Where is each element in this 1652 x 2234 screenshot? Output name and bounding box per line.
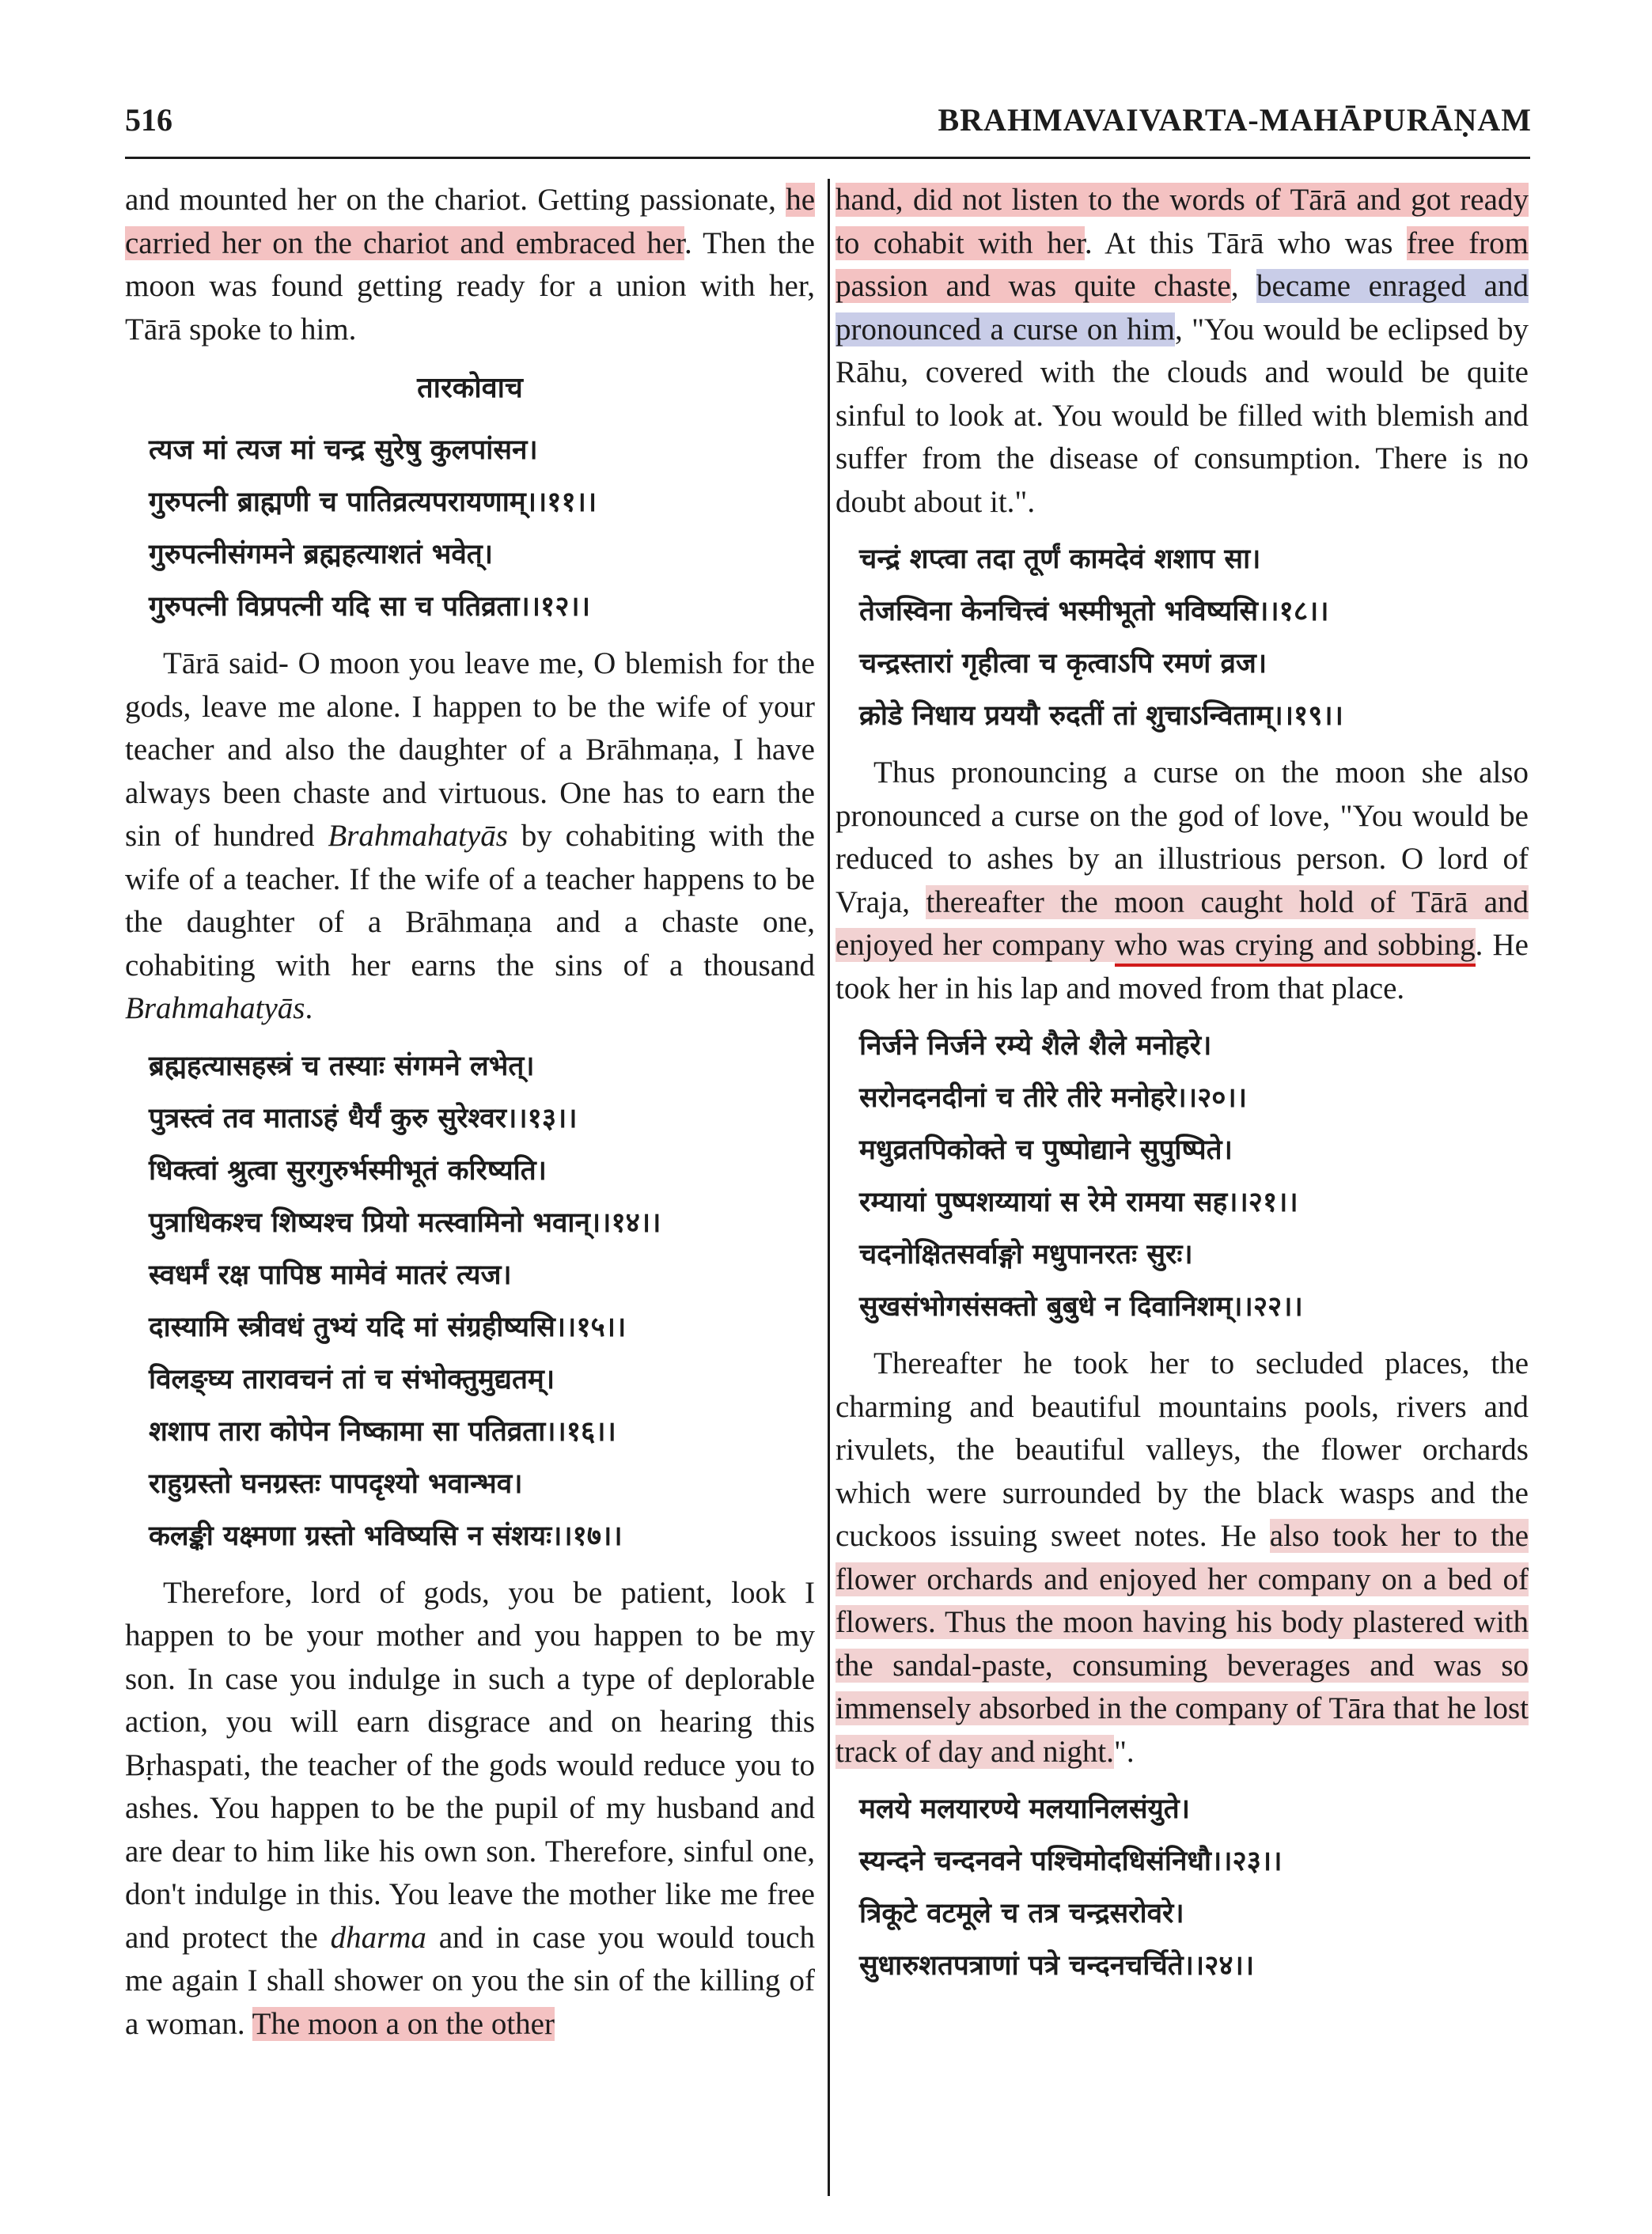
- verse-line: रम्यायां पुष्पशय्यायां स रेमे रामया सह।।२१।।: [859, 1187, 1298, 1218]
- verse-line: तेजस्विना केनचित्त्वं भस्मीभूतो भविष्यसि।।१८।।: [859, 596, 1329, 627]
- left-paragraph-1: and mounted her on the chariot. Getting passionate, he carried her on the chariot and embraced her. Then the moon was found getting ready for a union with her, Tārā spoke to him.: [125, 183, 815, 346]
- underlined-highlight: who was crying and sobbing: [1115, 928, 1476, 967]
- verse-line: विलङ्घ्य तारावचनं तां च संभोक्तुमुद्यतम्।: [149, 1363, 555, 1395]
- highlight-red: The moon a on the other: [252, 2006, 555, 2041]
- highlight-red: he carried her on the chariot and embraced her: [125, 183, 815, 260]
- verse-line: त्रिकूटे वटमूले च तत्र चन्द्रसरोवरे।: [859, 1898, 1184, 1929]
- highlight-pink: also took her to the flower orchards and enjoyed her company on a bed of flowers. Thus the moon having his body plastered with the sandal-paste, consuming beverages and was so immensely absorbed in the company of Tāra that he lost track of day and night.: [835, 1519, 1529, 1769]
- verse-line: पुत्रस्त्वं तव माताऽहं धैर्यं कुरु सुरेश्वर।।१३।।: [149, 1102, 578, 1134]
- right-verse-block-3: [859, 1783, 1529, 1992]
- right-paragraph-1: hand, did not listen to the words of Tārā and got ready to cohabit with her. At this Tārā who was free from passion and was quite chaste, became enraged and pronounced a curse on him, "You would be eclipsed by Rāhu, covered with the clouds and would be quite sinful to look at. You would be filled with blemish and suffer from the disease of consumption. There is no doubt about it.".: [835, 183, 1529, 519]
- verse-line: शशाप तारा कोपेन निष्कामा सा पतिव्रता।।१६।।: [149, 1415, 616, 1448]
- left-paragraph-2: Tārā said- O moon you leave me, O blemish for the gods, leave me alone. I happen to be the wife of your teacher and also the daughter of a Brāhmaṇa, I have always been chaste and virtuous. One has to earn the sin of hundred Brahmahatyās by cohabiting with the wife of a teacher. If the wife of a teacher happens to be the daughter of a Brāhmaṇa and a chaste one, cohabiting with her earns the sins of a thousand Brahmahatyās.: [125, 646, 815, 1025]
- verse-line: पुत्राधिकश्च शिष्यश्च प्रियो मत्स्वामिनो भवान्।।१४।।: [149, 1206, 661, 1239]
- verse-line: गुरुपत्नी ब्राह्मणी च पातिव्रत्यपरायणाम्।।११।।: [149, 487, 597, 518]
- column-divider: [828, 179, 830, 2196]
- verse-line: कलङ्की यक्ष्मणा ग्रस्तो भविष्यसि न संशयः।।१७।।: [149, 1520, 623, 1552]
- verse-line: मधुव्रतपिकोक्ते च पुष्पोद्याने सुपुष्पिते।: [859, 1134, 1233, 1166]
- verse-line: चन्द्रं शप्त्वा तदा तूर्णं कामदेवं शशाप सा।: [859, 543, 1261, 575]
- verse-line: क्रोडे निधाय प्रययौ रुदतीं तां शुचाऽन्विताम्।।१९।।: [859, 700, 1343, 732]
- right-verse-block-2: [859, 1020, 1529, 1333]
- verse-line: चदनोक्षितसर्वाङ्गो मधुपानरतः सुरः।: [859, 1239, 1193, 1270]
- verse-line: ब्रह्महत्यासहस्त्रं च तस्याः संगमने लभेत्।: [149, 1050, 535, 1082]
- page-number: 516: [125, 102, 172, 138]
- highlight-pink: thereafter the moon caught hold of Tārā and enjoyed her company: [835, 884, 1529, 962]
- highlight-blue: became enraged and pronounced a curse on him: [835, 269, 1529, 346]
- verse-line: राहुग्रस्तो घनग्रस्तः पापदृश्यो भवान्भव।: [149, 1467, 523, 1500]
- right-verse-block-1: [859, 533, 1529, 742]
- verse-line: दास्यामि स्त्रीवधं तुभ्यं यदि मां संग्रहीष्यसि।।१५।।: [149, 1311, 627, 1343]
- running-title: BRAHMAVAIVARTA-MAHĀPURĀṆAM: [938, 102, 1532, 138]
- verse-line: चन्द्रस्तारां गृहीत्वा च कृत्वाऽपि रमणं व्रज।: [859, 648, 1267, 680]
- verse-line: त्यज मां त्यज मां चन्द्र सुरेषु कुलपांसन।: [149, 434, 538, 466]
- left-paragraph-3: Therefore, lord of gods, you be patient, look I happen to be your mother and you happen to be my son. In case you indulge in such a type of deplorable action, you will earn disgrace and on hearing this Bṛhaspati, the teacher of the gods would reduce you to ashes. You happen to be the pupil of my husband and are dear to him like his own son. Therefore, sinful one, don't indulge in this. You leave the mother like me free and protect the dharma and in case you would touch me again I shall shower on you the sin of the killing of a woman. The moon a on the other: [125, 1575, 815, 2041]
- left-verse-block-2: [149, 1040, 815, 1562]
- verse-line: मलये मलयारण्ये मलयानिलसंयुते।: [859, 1793, 1191, 1825]
- verse-line: स्वधर्मं रक्ष पापिष्ठ मामेवं मातरं त्यज।: [149, 1259, 512, 1291]
- verse-line: सुखसंभोगसंसक्तो बुबुधे न दिवानिशम्।।२२।।: [859, 1291, 1303, 1323]
- verse-heading: तारकोवाच: [417, 372, 523, 404]
- verse-line: सरोनदनदीनां च तीरे तीरे मनोहरे।।२०।।: [859, 1082, 1248, 1114]
- highlight-red: hand, did not listen to the words of Tārā and got ready to cohabit with her: [835, 183, 1529, 260]
- verse-line: गुरुपत्नी विप्रपत्नी यदि सा च पतिव्रता।।१२।।: [149, 591, 590, 623]
- verse-line: स्यन्दने चन्दनवने पश्चिमोदधिसंनिधौ।।२३।।: [859, 1846, 1283, 1877]
- verse-line: निर्जने निर्जने रम्ये शैले शैले मनोहरे।: [859, 1030, 1212, 1062]
- left-column: [125, 179, 815, 2046]
- right-column: [835, 179, 1529, 2001]
- left-verse-block-1: [149, 424, 815, 633]
- verse-line: धिक्त्वां श्रुत्वा सुरगुरुर्भस्मीभूतं करिष्यति।: [149, 1154, 547, 1187]
- right-paragraph-2: Thus pronouncing a curse on the moon she also pronounced a curse on the god of love, "You would be reduced to ashes by an illustrious person. O lord of Vraja, thereafter the moon caught hold of Tārā and enjoyed her company who was crying and sobbing. He took her in his lap and moved from that place.: [835, 755, 1529, 1005]
- header-rule: [125, 157, 1530, 159]
- verse-line: गुरुपत्नीसंगमने ब्रह्महत्याशतं भवेत्।: [149, 539, 493, 570]
- right-paragraph-3: Thereafter he took her to secluded places, the charming and beautiful mountains pools, rivers and rivulets, the beautiful valleys, the flower orchards which were surrounded by the black wasps and the cuckoos issuing sweet notes. He also took her to the flower orchards and enjoyed her company on a bed of flowers. Thus the moon having his body plastered with the sandal-paste, consuming beverages and was so immensely absorbed in the company of Tāra that he lost track of day and night.".: [835, 1346, 1529, 1769]
- verse-line: सुधारुशतपत्राणां पत्रे चन्दनचर्चिते।।२४।।: [859, 1950, 1255, 1982]
- highlight-red: free from passion and was quite chaste: [835, 225, 1529, 303]
